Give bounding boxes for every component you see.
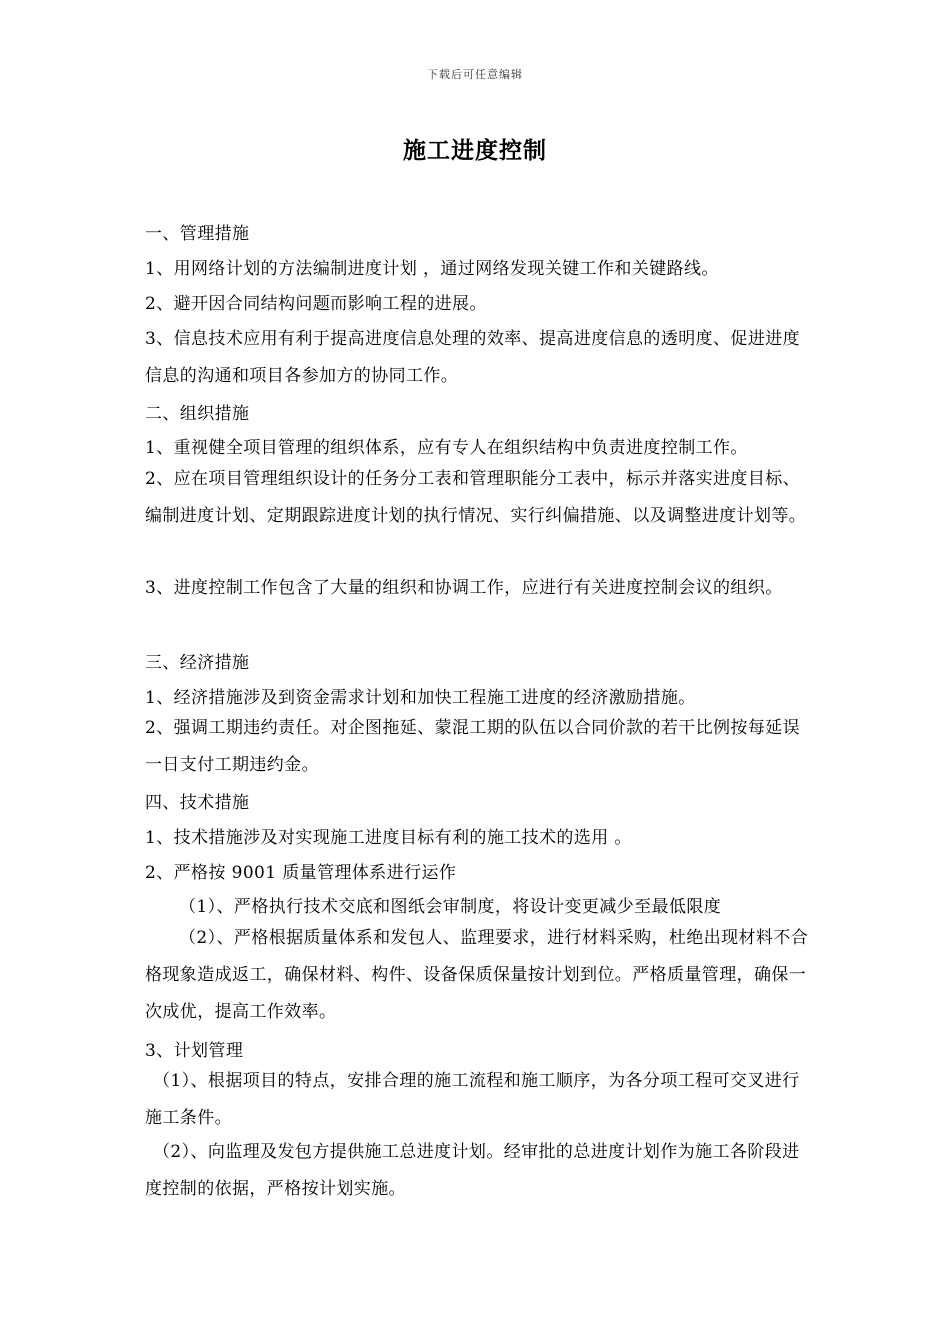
organization-item-2: 2、应在项目管理组织设计的任务分工表和管理职能分工表中，标示并落实进度目标、编制进度计划、定期跟踪进度计划的执行情况、实行纠偏措施、以及调整进度计划等。: [145, 469, 807, 526]
plan-management-item-1: （1）、根据项目的特点，安排合理的施工流程和施工顺序，为各分项工程可交叉进行施工条件。: [145, 1071, 800, 1128]
organization-item-3: 3、进度控制工作包含了大量的组织和协调工作，应进行有关进度控制会议的组织。: [145, 578, 783, 598]
management-item-1: 1、用网络计划的方法编制进度计划 ，通过网络发现关键工作和关键路线。: [145, 259, 719, 279]
section-heading-management: 一、管理措施: [145, 224, 250, 244]
technical-item-2: 2、严格按 9001 质量管理体系进行运作: [145, 863, 457, 883]
plan-management-item-2: （2）、向监理及发包方提供施工总进度计划。经审批的总进度计划作为施工各阶段进度控制的依据，严格按计划实施。: [145, 1142, 800, 1199]
management-item-2: 2、避开因合同结构问题而影响工程的进展。: [145, 294, 487, 314]
section-heading-organization: 二、组织措施: [145, 404, 250, 424]
organization-item-1: 1、重视健全项目管理的组织体系，应有专人在组织结构中负责进度控制工作。: [145, 438, 748, 458]
technical-subitem-2: （2）、严格根据质量体系和发包人、监理要求，进行材料采购，杜绝出现材料不合格现象造成返工，确保材料、构件、设备保质保量按计划到位。严格质量管理，确保一次成优，提高工作效率。: [145, 928, 809, 1022]
section-heading-technical: 四、技术措施: [145, 793, 250, 813]
management-item-3: 3、信息技术应用有利于提高进度信息处理的效率、提高进度信息的透明度、促进进度信息的沟通和项目各参加方的协同工作。: [145, 329, 801, 386]
technical-item-1: 1、技术措施涉及对实现施工进度目标有利的施工技术的选用 。: [145, 828, 632, 848]
economic-item-1: 1、经济措施涉及到资金需求计划和加快工程施工进度的经济激励措施。: [145, 688, 696, 708]
economic-item-2: 2、强调工期违约责任。对企图拖延、蒙混工期的队伍以合同价款的若干比例按每延误一日支付工期违约金。: [145, 718, 801, 775]
page-header-note: 下载后可任意编辑: [427, 68, 523, 81]
section-heading-economic: 三、经济措施: [145, 653, 250, 673]
technical-subitem-1: （1）、严格执行技术交底和图纸会审制度，将设计变更减少至最低限度: [179, 897, 722, 917]
document-title: 施工进度控制: [403, 137, 547, 164]
plan-management-heading: 3、计划管理: [145, 1041, 244, 1061]
